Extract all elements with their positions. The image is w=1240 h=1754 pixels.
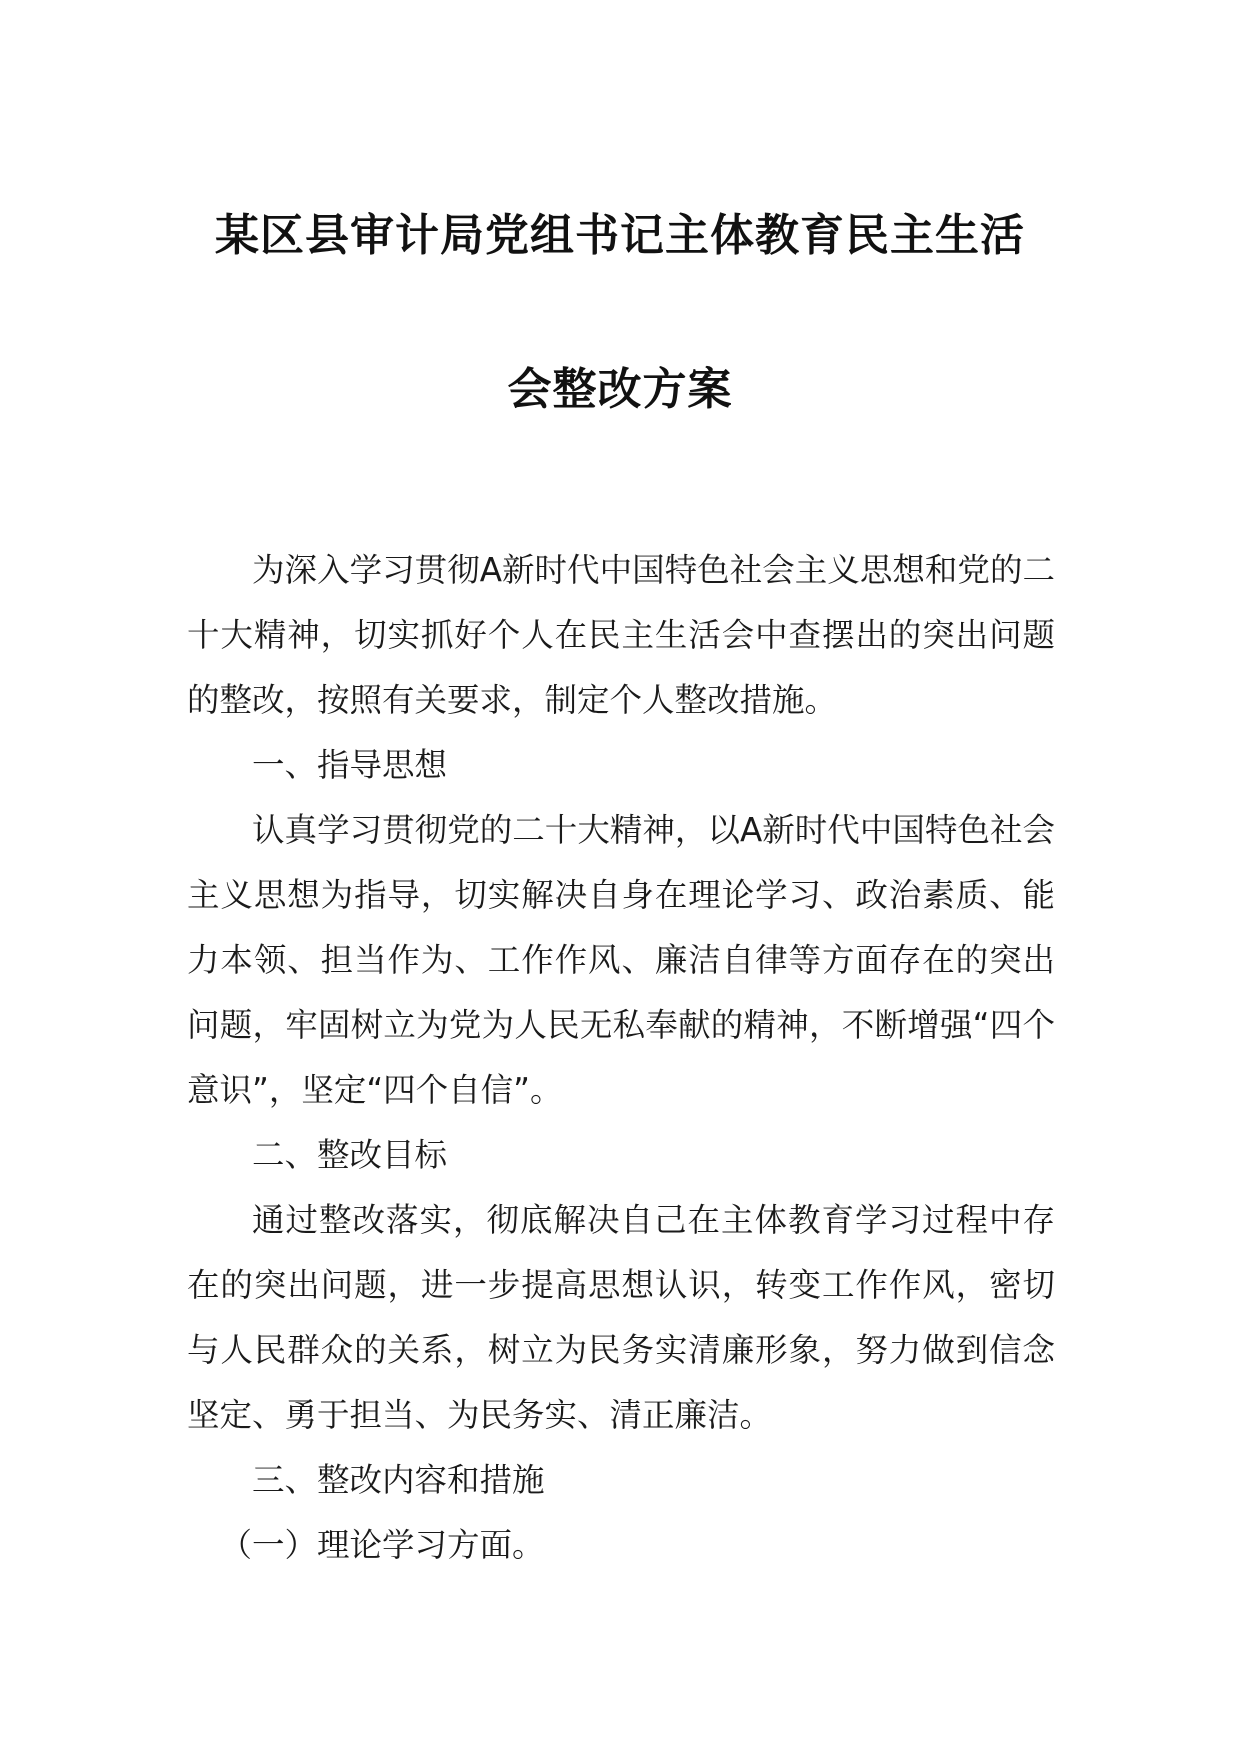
intro-paragraph: 为深入学习贯彻A新时代中国特色社会主义思想和党的二十大精神，切实抓好个人在民主生活会中查摆出的突出问题的整改，按照有关要求，制定个人整改措施。 [187, 551, 1055, 719]
document-body [187, 538, 1055, 1578]
document-title-line-2: 会整改方案 [507, 364, 733, 415]
section-body-guiding-ideology: 认真学习贯彻党的二十大精神，以A新时代中国特色社会主义思想为指导，切实解决自身在理论学习、政治素质、能力本领、担当作为、工作作风、廉洁自律等方面存在的突出问题，牢固树立为党为人民无私奉献的精神，不断增强“四个意识”，坚定“四个自信”。 [187, 811, 1055, 1109]
document-title-line-1: 某区县审计局党组书记主体教育民主生活 [215, 210, 1025, 261]
section-heading-guiding-ideology: 一、指导思想 [252, 746, 448, 784]
section-heading-rectification-goals: 二、整改目标 [252, 1136, 448, 1174]
subsection-heading-theory-study: （一）理论学习方面。 [219, 1526, 545, 1564]
section-body-rectification-goals: 通过整改落实，彻底解决自己在主体教育学习过程中存在的突出问题，进一步提高思想认识，转变工作作风，密切与人民群众的关系，树立为民务实清廉形象，努力做到信念坚定、勇于担当、为民务实、清正廉洁。 [187, 1201, 1055, 1434]
section-heading-rectification-measures: 三、整改内容和措施 [252, 1461, 545, 1499]
